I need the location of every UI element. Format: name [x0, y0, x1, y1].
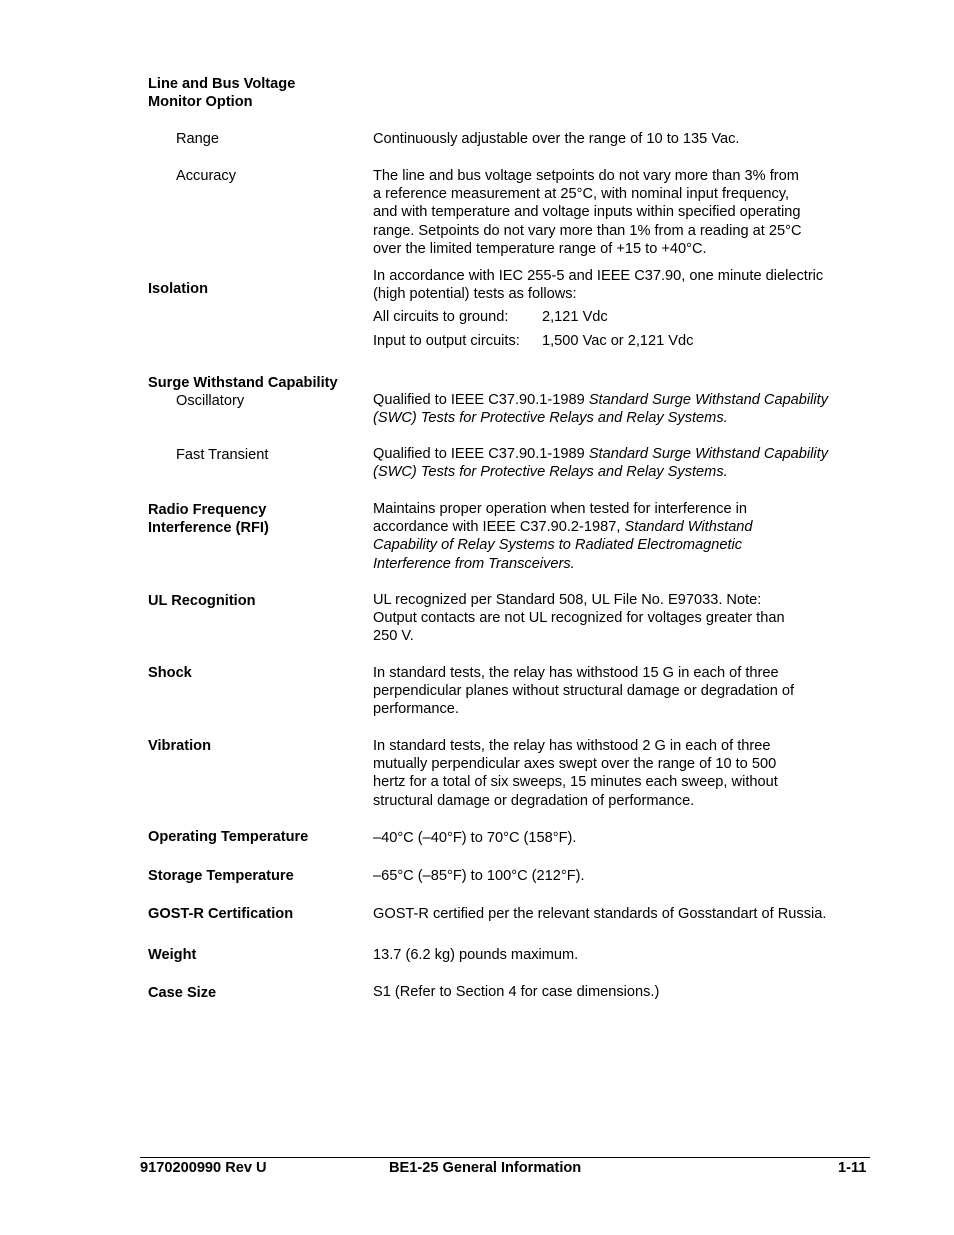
accuracy-line: range. Setpoints do not vary more than 1% from a reading at 25°C — [373, 222, 802, 239]
section-heading-line-bus-voltage — [148, 75, 295, 111]
isolation-line: (high potential) tests as follows: — [373, 286, 577, 303]
oscillatory-line-1 — [373, 391, 828, 409]
oscillatory-value — [373, 391, 828, 427]
footer-doc-number: 9170200990 Rev U — [140, 1160, 267, 1176]
rfi-line-3 — [373, 536, 753, 554]
footer-page-number: 1-11 — [838, 1160, 867, 1176]
gost-r-value: GOST-R certified per the relevant standards of Gosstandart of Russia. — [373, 906, 827, 922]
accuracy-line: a reference measurement at 25°C, with nominal input frequency, — [373, 186, 790, 203]
fast-transient-plain: Qualified to IEEE C37.90.1-1989 — [373, 446, 589, 462]
fast-transient-standard-title: Standard Surge Withstand Capability — [588, 446, 828, 462]
ul-line: Output contacts are not UL recognized for voltages greater than — [373, 610, 785, 627]
isolation-output-value: 1,500 Vac or 2,121 Vdc — [542, 333, 694, 349]
vibration-line: structural damage or degradation of performance. — [373, 792, 695, 809]
shock-line: In standard tests, the relay has withstood 15 G in each of three — [373, 665, 779, 681]
fast-transient-value — [373, 445, 828, 481]
accuracy-label: Accuracy — [176, 168, 237, 184]
case-size-value: S1 (Refer to Section 4 for case dimensions.) — [373, 984, 660, 1000]
accuracy-line: over the limited temperature range of +15 to +40°C. — [373, 240, 707, 257]
storage-temperature-value: –65°C (–85°F) to 100°C (212°F). — [373, 868, 585, 884]
oscillatory-standard-title: Standard Surge Withstand Capability — [588, 392, 828, 408]
accuracy-line: The line and bus voltage setpoints do not vary more than 3% from — [373, 168, 799, 184]
footer-rule — [140, 1157, 870, 1158]
vibration-line: hertz for a total of six sweeps, 15 minutes each sweep, without — [373, 774, 778, 791]
oscillatory-label: Oscillatory — [176, 393, 245, 409]
vibration-value — [373, 737, 778, 810]
case-size-label: Case Size — [148, 985, 217, 1001]
accuracy-line: and with temperature and voltage inputs within specified operating — [373, 204, 801, 221]
fast-transient-line-2 — [373, 463, 828, 481]
rfi-label-line-2: Interference (RFI) — [148, 520, 269, 537]
accuracy-value — [373, 167, 802, 258]
ul-recognition-value — [373, 591, 785, 646]
surge-label: Surge Withstand Capability — [148, 375, 338, 391]
range-label: Range — [176, 131, 220, 147]
shock-label: Shock — [148, 665, 192, 681]
ul-line: 250 V. — [373, 628, 414, 645]
ul-line: UL recognized per Standard 508, UL File No. E97033. Note: — [373, 592, 762, 608]
operating-temperature-value: –40°C (–40°F) to 70°C (158°F). — [373, 830, 577, 846]
rfi-line-4 — [373, 555, 753, 573]
rfi-line-2 — [373, 518, 753, 536]
ul-recognition-label: UL Recognition — [148, 593, 256, 609]
fast-transient-standard-title-cont: (SWC) Tests for Protective Relays and Relay Systems. — [373, 464, 728, 481]
rfi-standard-title-cont: Capability of Relay Systems to Radiated Electromagnetic — [373, 537, 743, 554]
isolation-ground-value: 2,121 Vdc — [542, 309, 608, 325]
isolation-label: Isolation — [148, 281, 208, 297]
isolation-line: In accordance with IEC 255-5 and IEEE C37.90, one minute dielectric — [373, 268, 824, 284]
operating-temperature-label: Operating Temperature — [148, 829, 309, 845]
vibration-label: Vibration — [148, 738, 211, 754]
rfi-line-2-plain: accordance with IEEE C37.90.2-1987, — [373, 519, 625, 536]
oscillatory-plain: Qualified to IEEE C37.90.1-1989 — [373, 392, 589, 408]
rfi-line-1: Maintains proper operation when tested for interference in — [373, 501, 747, 517]
vibration-line: mutually perpendicular axes swept over the range of 10 to 500 — [373, 756, 777, 773]
heading-line-2: Monitor Option — [148, 94, 253, 111]
isolation-ground-label: All circuits to ground: — [373, 309, 509, 325]
vibration-line: In standard tests, the relay has withstood 2 G in each of three — [373, 738, 771, 754]
isolation-output-label: Input to output circuits: — [373, 333, 520, 349]
footer-title: BE1-25 General Information — [389, 1160, 582, 1176]
rfi-standard-title: Standard Withstand — [624, 519, 753, 536]
oscillatory-standard-title-cont: (SWC) Tests for Protective Relays and Relay Systems. — [373, 410, 728, 427]
fast-transient-line-1 — [373, 445, 828, 463]
rfi-label — [148, 501, 269, 537]
rfi-standard-title-end: Interference from Transceivers. — [373, 555, 575, 572]
oscillatory-line-2 — [373, 409, 828, 427]
heading-line-1: Line and Bus Voltage — [148, 76, 296, 92]
weight-label: Weight — [148, 947, 197, 963]
weight-value: 13.7 (6.2 kg) pounds maximum. — [373, 947, 579, 963]
rfi-label-line-1: Radio Frequency — [148, 502, 267, 518]
gost-r-label: GOST-R Certification — [148, 906, 294, 922]
fast-transient-label: Fast Transient — [176, 447, 269, 463]
shock-value — [373, 664, 794, 719]
shock-line: perpendicular planes without structural damage or degradation of — [373, 683, 795, 700]
shock-line: performance. — [373, 701, 459, 718]
isolation-value — [373, 267, 823, 303]
range-value: Continuously adjustable over the range of 10 to 135 Vac. — [373, 131, 740, 147]
storage-temperature-label: Storage Temperature — [148, 868, 294, 884]
rfi-value — [373, 500, 753, 573]
